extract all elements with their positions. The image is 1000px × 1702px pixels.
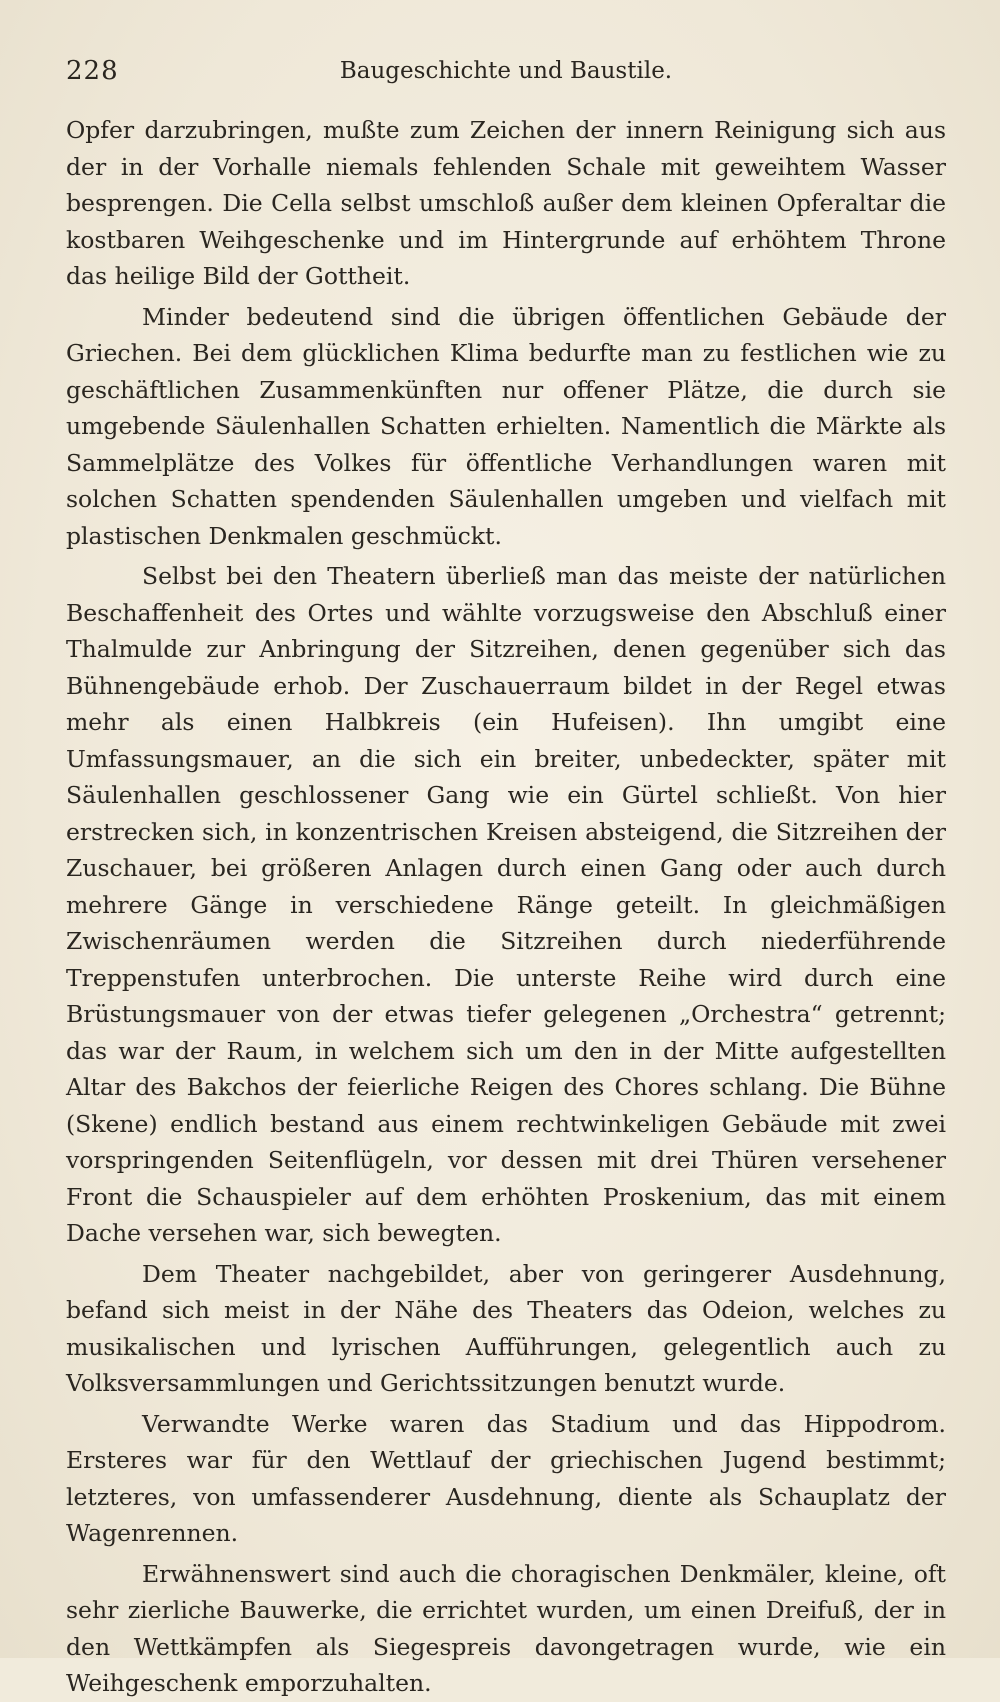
paragraph-stadium-hippodrom: Verwandte Werke waren das Stadium und das Hippodrom. Ersteres war für den Wettlauf der griechischen Jugend bestimmt; letzteres, von umfassenderer Ausdehnung, diente als Schauplatz der Wagenrennen. <box>66 1409 946 1547</box>
running-head <box>66 56 946 96</box>
body-text <box>66 112 946 1702</box>
paragraph-public-buildings: Minder bedeutend sind die übrigen öffentlichen Gebäude der Griechen. Bei dem glücklichen Klima bedurfte man zu festlichen wie zu geschäftlichen Zusammenkünften nur offener Plätze, die durch sie umgebende Säulenhallen Schatten erhielten. Namentlich die Märkte als Sammelplätze des Volkes für öffentliche Verhandlungen waren mit solchen Schatten spendenden Säulenhallen umgeben und vielfach mit plastischen Denkmalen geschmückt. <box>66 302 946 550</box>
paragraph-theaters: Selbst bei den Theatern überließ man das meiste der natürlichen Beschaffenheit des Ortes und wählte vorzugsweise den Abschluß einer Thalmulde zur Anbringung der Sitzreihen, denen gegenüber sich das Bühnengebäude erhob. Der Zuschauerraum bildet in der Regel etwas mehr als einen Halbkreis (ein Hufeisen). Ihn umgibt eine Umfassungsmauer, an die sich ein breiter, unbedeckter, später mit Säulenhallen geschlossener Gang wie ein Gürtel schließt. Von hier erstrecken sich, in konzentrischen Kreisen absteigend, die Sitzreihen der Zuschauer, bei größeren Anlagen durch einen Gang oder auch durch mehrere Gänge in verschiedene Ränge geteilt. In gleichmäßigen Zwischenräumen werden die Sitzreihen durch niederführende Treppenstufen unterbrochen. Die unterste Reihe wird durch eine Brüstungsmauer von der etwas tiefer gelegenen „Orchestra“ getrennt; das war der Raum, in welchem sich um den in der Mitte aufgestellten Altar des Bakchos der feierliche Reigen des Chores schlang. Die Bühne (Skene) endlich bestand aus einem rechtwinkeligen Gebäude mit zwei vorspringenden Seitenflügeln, vor dessen mit drei Thüren versehener Front die Schauspieler auf dem erhöhten Proskenium, das mit einem Dache versehen war, sich bewegten. <box>66 562 946 1247</box>
page-number: 228 <box>66 56 119 86</box>
paragraph-choragic-monuments: Erwähnenswert sind auch die choragischen Denkmäler, kleine, oft sehr zierliche Bauwerke, die errichtet wurden, um einen Dreifuß, der in den Wettkämpfen als Siegespreis davongetragen wurde, wie ein Weihgeschenk emporzuhalten. <box>66 1559 946 1697</box>
paragraph-continuation: Opfer darzubringen, mußte zum Zeichen der innern Reinigung sich aus der in der Vorhalle niemals fehlenden Schale mit geweihtem Wasser besprengen. Die Cella selbst umschloß außer dem kleinen Opferaltar die kostbaren Weihgeschenke und im Hintergrunde auf erhöhtem Throne das heilige Bild der Gottheit. <box>66 116 946 290</box>
running-title: Baugeschichte und Baustile. <box>339 58 673 84</box>
paragraph-odeion: Dem Theater nachgebildet, aber von geringerer Ausdehnung, befand sich meist in der Nähe des Theaters das Odeion, welches zu musikalischen und lyrischen Aufführungen, gelegentlich auch zu Volksversammlungen und Gerichtssitzungen benutzt wurde. <box>66 1259 946 1397</box>
